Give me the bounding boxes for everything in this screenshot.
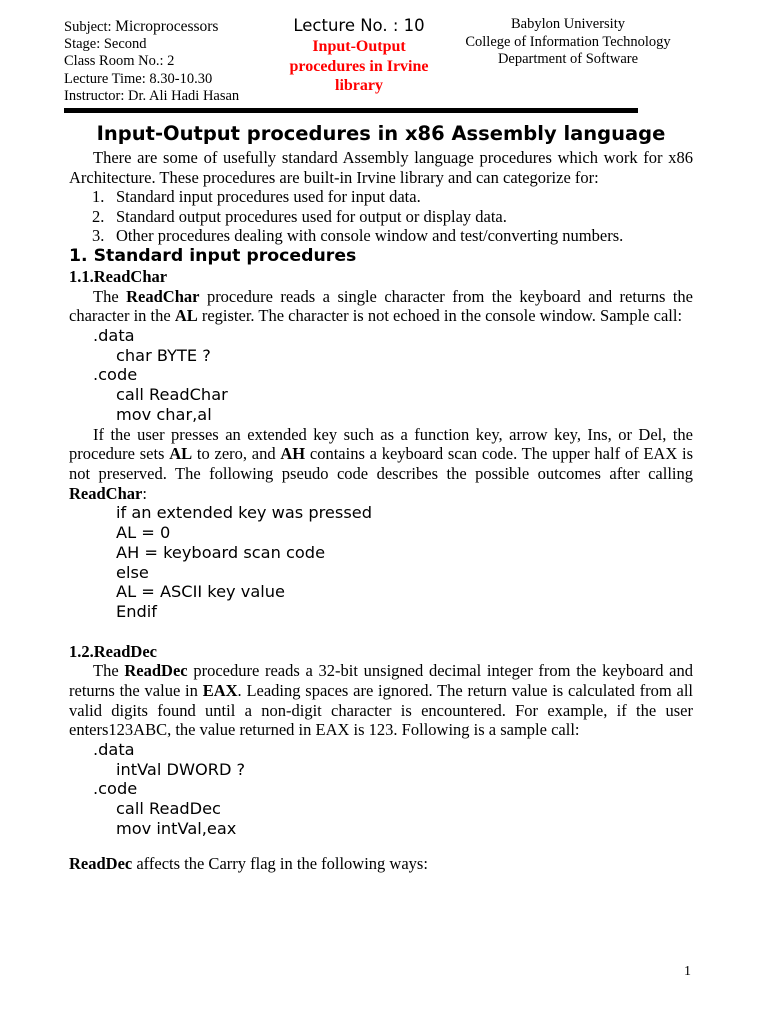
code-line: mov intVal,eax <box>116 819 237 839</box>
lecture-heading <box>275 16 443 96</box>
spacer <box>69 839 693 854</box>
department: Department of Software <box>497 51 639 67</box>
subject-label: Subject: <box>64 19 116 35</box>
code-line: AL = ASCII key value <box>116 582 285 602</box>
readdec-paragraph: The ReadDec procedure reads a 32-bit unsigned decimal integer from the keyboard and returns the value in EAX. Leading spaces are ignored. The return value is calculated from all valid digits found until a non-digit character is encountered. For example, if the user enters123ABC, the value returned in EAX is 123. Following is a sample call: <box>69 661 693 740</box>
code-line: AL = 0 <box>116 522 171 542</box>
subject-line <box>64 18 239 36</box>
page-number: 1 <box>684 964 691 979</box>
lecture-number: Lecture No. : 10 <box>293 16 425 35</box>
page-body <box>69 120 693 873</box>
pseudo-code <box>69 503 693 622</box>
subject-value: Microprocessors <box>115 18 219 35</box>
code-line: call ReadChar <box>116 385 228 405</box>
header-divider <box>64 108 638 113</box>
stage: Stage: Second <box>64 36 147 53</box>
lecture-title: Input-Output procedures in Irvine library <box>289 38 429 94</box>
code-sample-readchar <box>69 326 693 425</box>
code-line: else <box>116 562 149 582</box>
intro-list <box>69 187 693 246</box>
code-line: .code <box>93 365 138 385</box>
subsection-heading-readdec: 1.2.ReadDec <box>69 641 157 661</box>
readchar-paragraph: The ReadChar procedure reads a single character from the keyboard and returns the character in the AL register. The character is not echoed in the console window. Sample call: <box>69 286 693 326</box>
code-sample-readdec <box>69 740 693 839</box>
intro-paragraph: There are some of usefully standard Assembly language procedures which work for x86 Architecture. These procedures are built-in Irvine library and can categorize for: <box>69 148 693 187</box>
code-line: AH = keyboard scan code <box>116 542 326 562</box>
university: Babylon University <box>511 16 625 32</box>
code-line: call ReadDec <box>116 799 221 819</box>
code-line: Endif <box>116 602 157 622</box>
institution-info <box>448 16 688 69</box>
readdec-carry-paragraph: ReadDec affects the Carry flag in the following ways: <box>69 853 428 873</box>
spacer <box>69 622 693 642</box>
code-line: intVal DWORD ? <box>116 759 246 779</box>
course-info <box>64 18 239 105</box>
subsection-heading-readchar: 1.1.ReadChar <box>69 266 168 286</box>
list-item: 3. Other procedures dealing with console window and test/converting numbers. <box>92 226 624 246</box>
instructor: Instructor: Dr. Ali Hadi Hasan <box>64 87 240 104</box>
lecture-time: Lecture Time: 8.30-10.30 <box>64 70 213 87</box>
list-item: 2. Standard output procedures used for output or display data. <box>92 206 507 226</box>
section-heading: 1. Standard input procedures <box>69 245 357 266</box>
college: College of Information Technology <box>465 33 671 50</box>
code-line: .data <box>93 325 135 345</box>
code-line: if an extended key was pressed <box>116 503 372 523</box>
code-line: char BYTE ? <box>116 345 211 365</box>
code-line: .code <box>93 779 138 799</box>
code-line: mov char,al <box>116 404 212 424</box>
main-title: Input-Output procedures in x86 Assembly language <box>96 122 666 145</box>
readchar-extended-paragraph: If the user presses an extended key such as a function key, arrow key, Ins, or Del, the procedure sets AL to zero, and AH contains a keyboard scan code. The upper half of EAX is not preserved. The following pseudo code describes the possible outcomes after calling ReadChar: <box>69 424 693 503</box>
code-line: .data <box>93 739 135 759</box>
list-item: 1. Standard input procedures used for input data. <box>92 187 421 207</box>
classroom: Class Room No.: 2 <box>64 53 175 70</box>
